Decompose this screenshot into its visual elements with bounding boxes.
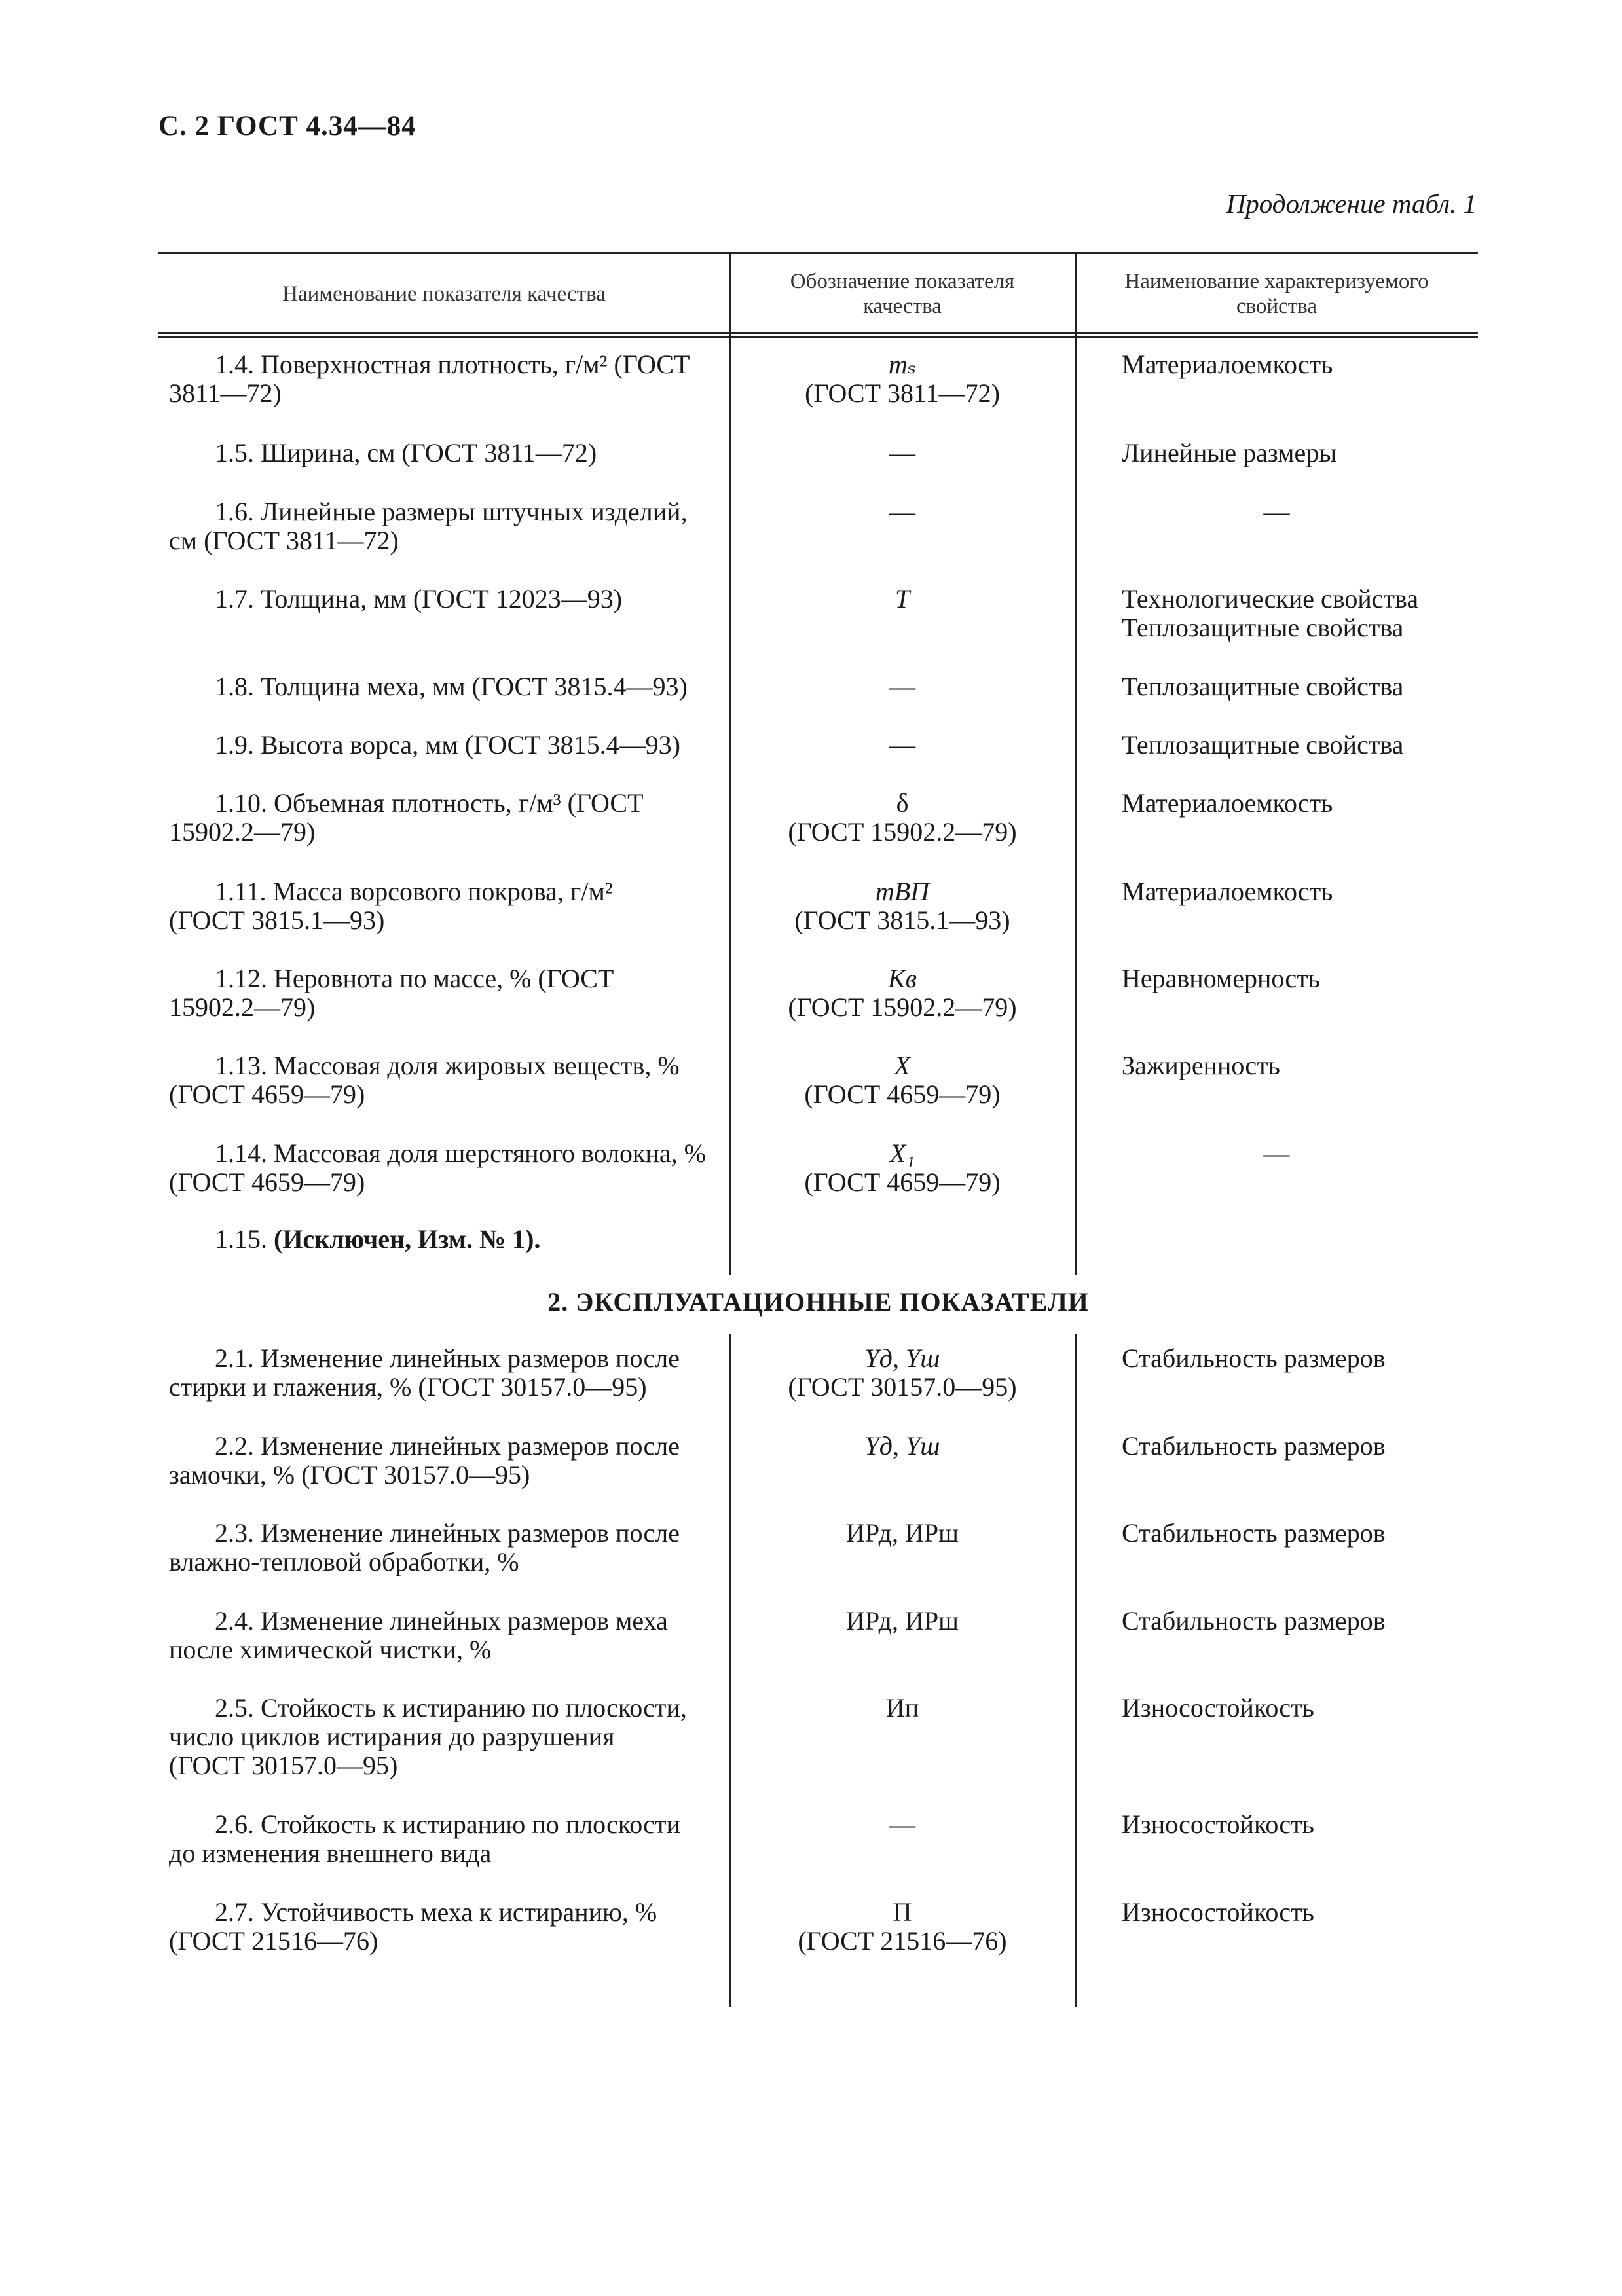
symbol-text: mВП	[875, 877, 930, 906]
property-name: Стабильность размеров	[1122, 1431, 1386, 1461]
indicator-name: 1.10. Объемная плотность, г/м³ (ГОСТ 15902.2—79)	[169, 788, 644, 847]
indicator-symbol: —	[889, 730, 915, 759]
column-header-symbol	[729, 252, 1075, 335]
symbol-text: X	[894, 1051, 911, 1080]
indicator-name: 1.4. Поверхностная плотность, г/м² (ГОСТ 3811—72)	[169, 350, 690, 408]
column-divider-2	[1075, 252, 1077, 1275]
excluded-note: (Исключен, Изм. № 1).	[274, 1224, 541, 1254]
property-name: Стабильность размеров	[1122, 1343, 1386, 1373]
property-name: —	[1263, 497, 1290, 526]
indicator-name: 2.6. Стойкость к истиранию по плоскости до изменения внешнего вида	[169, 1810, 680, 1868]
indicator-symbol: Ип	[885, 1693, 919, 1722]
property-name: —	[1263, 1139, 1290, 1168]
indicator-name: 1.11. Масса ворсового покрова, г/м² (ГОСТ 3815.1—93)	[169, 877, 613, 935]
indicator-name: 1.8. Толщина меха, мм (ГОСТ 3815.4—93)	[215, 672, 688, 701]
indicator-name: 1.6. Линейные размеры штучных изделий, см (ГОСТ 3811—72)	[169, 497, 688, 555]
indicator-symbol: T	[894, 584, 910, 613]
property-name: Износостойкость	[1122, 1897, 1314, 1927]
indicator-name: 1.14. Массовая доля шерстяного волокна, % (ГОСТ 4659—79)	[169, 1139, 706, 1197]
indicator-symbol: —	[889, 672, 915, 701]
indicator-name: 1.13. Массовая доля жировых веществ, % (ГОСТ 4659—79)	[169, 1051, 680, 1109]
column-header-property-text: Наименование характеризуемого свойства	[1124, 269, 1429, 318]
indicator-name	[169, 1225, 874, 1254]
property-name: Материалоемкость	[1122, 350, 1333, 379]
indicator-name: 2.2. Изменение линейных размеров после замочки, % (ГОСТ 30157.0—95)	[169, 1431, 680, 1489]
indicator-name: 1.9. Высота ворса, мм (ГОСТ 3815.4—93)	[215, 730, 680, 759]
symbol-reference: (ГОСТ 4659—79)	[804, 1080, 1001, 1109]
indicator-symbol	[729, 1051, 1075, 1109]
indicator-symbol	[729, 1344, 1075, 1402]
symbol-reference: (ГОСТ 3815.1—93)	[794, 905, 1010, 935]
property-name: Материалоемкость	[1122, 788, 1333, 818]
indicator-symbol: —	[889, 438, 915, 467]
indicator-symbol	[729, 789, 1075, 847]
symbol-text: X₁	[889, 1139, 915, 1168]
property-name: Стабильность размеров	[1122, 1518, 1386, 1548]
indicator-symbol	[729, 1898, 1075, 1956]
indicator-number: 1.15.	[215, 1224, 274, 1254]
symbol-reference: (ГОСТ 4659—79)	[804, 1167, 1001, 1197]
indicator-symbol: —	[889, 1810, 915, 1839]
indicator-symbol: Yд, Yш	[864, 1431, 940, 1461]
property-name: Зажиренность	[1122, 1051, 1280, 1080]
property-name: Линейные размеры	[1122, 438, 1337, 467]
symbol-reference: (ГОСТ 15902.2—79)	[788, 817, 1017, 847]
property-name: Износостойкость	[1122, 1693, 1314, 1722]
indicator-symbol	[729, 964, 1075, 1022]
indicator-name: 2.5. Стойкость к истиранию по плоскости, число циклов истирания до разрушения (ГОСТ 30157.0—95)	[169, 1693, 687, 1780]
indicator-symbol	[729, 350, 1075, 408]
indicator-symbol: ИРд, ИРш	[846, 1606, 959, 1635]
property-name: Теплозащитные свойства	[1122, 730, 1404, 759]
indicator-name: 2.3. Изменение линейных размеров после влажно-тепловой обработки, %	[169, 1518, 680, 1576]
property-name: Стабильность размеров	[1122, 1606, 1386, 1635]
property-name: Неравномерность	[1122, 964, 1320, 993]
indicator-name: 1.7. Толщина, мм (ГОСТ 12023—93)	[215, 584, 623, 613]
header-rule-2	[158, 336, 1478, 338]
column-header-name	[158, 252, 729, 335]
property-name: Износостойкость	[1122, 1810, 1314, 1839]
indicator-symbol: ИРд, ИРш	[846, 1518, 959, 1548]
symbol-text: δ	[896, 788, 909, 818]
table-continuation-label: Продолжение табл. 1	[1226, 189, 1477, 219]
indicator-name: 2.1. Изменение линейных размеров после стирки и глажения, % (ГОСТ 30157.0—95)	[169, 1343, 680, 1402]
symbol-reference: (ГОСТ 3811—72)	[805, 378, 1000, 408]
symbol-reference: (ГОСТ 15902.2—79)	[788, 993, 1017, 1022]
page-header: С. 2 ГОСТ 4.34—84	[158, 111, 416, 141]
quality-indicators-table	[158, 252, 1478, 2007]
indicator-symbol	[729, 1139, 1075, 1197]
symbol-text: П	[893, 1897, 912, 1927]
indicator-name: 1.5. Ширина, см (ГОСТ 3811—72)	[215, 438, 597, 467]
column-header-symbol-text: Обозначение показателя качества	[790, 269, 1015, 318]
symbol-text: mₛ	[888, 350, 917, 379]
column-header-name-text: Наименование показателя качества	[282, 282, 606, 306]
symbol-reference: (ГОСТ 21516—76)	[798, 1926, 1007, 1956]
column-header-property	[1075, 252, 1478, 335]
indicator-name: 2.7. Устойчивость меха к истиранию, % (ГОСТ 21516—76)	[169, 1897, 657, 1956]
property-name: Материалоемкость	[1122, 877, 1333, 906]
indicator-symbol: —	[889, 497, 915, 526]
indicator-name: 1.12. Неровнота по массе, % (ГОСТ 15902.2—79)	[169, 964, 614, 1022]
property-name: Теплозащитные свойства	[1122, 672, 1404, 701]
indicator-symbol	[729, 877, 1075, 935]
indicator-name: 2.4. Изменение линейных размеров меха после химической чистки, %	[169, 1606, 668, 1664]
symbol-text: Yд, Yш	[864, 1343, 940, 1373]
symbol-text: Kв	[887, 964, 917, 993]
column-divider-2-section2	[1075, 1334, 1077, 2007]
section-title: 2. ЭКСПЛУАТАЦИОННЫЕ ПОКАЗАТЕЛИ	[547, 1287, 1089, 1317]
property-name: Технологические свойства Теплозащитные свойства	[1122, 584, 1419, 642]
symbol-reference: (ГОСТ 30157.0—95)	[788, 1372, 1017, 1402]
